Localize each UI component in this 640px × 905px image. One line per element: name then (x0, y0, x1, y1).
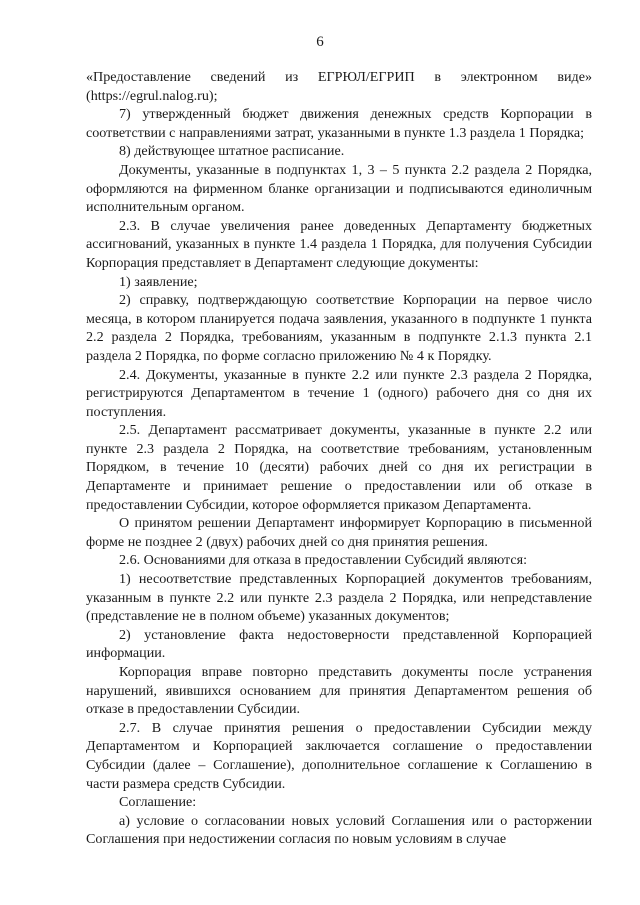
clause-2-6-item-2: 2) установление факта недостоверности представленной Корпорацией информации. (86, 626, 592, 662)
clause-2-5: 2.5. Департамент рассматривает документы, указанные в пункте 2.2 или пункте 2.3 раздела 2 Порядка, на соответствие требованиям, установленным Порядком, в течение 10 (десяти) рабочих дней со дня их регистрации в Департаменте и принимает решение о предоставлении или об отказе в предоставлении Субсидии, которое оформляется приказом Департамента. (86, 422, 592, 513)
paragraph-egrul-source: «Предоставление сведений из ЕГРЮЛ/ЕГРИП в электронном виде» (https://egrul.nalog.ru); (86, 69, 592, 104)
paragraph-resubmission: Корпорация вправе повторно представить документы после устранения нарушений, явившихся основанием для принятия Департаментом решения об отказе в предоставлении Субсидии. (86, 664, 592, 718)
clause-2-4: 2.4. Документы, указанные в пункте 2.2 или пункте 2.3 раздела 2 Порядка, регистрируются Департаментом в течение 1 (одного) рабочего дня со дня их поступления. (86, 366, 592, 420)
clause-2-7: 2.7. В случае принятия решения о предоставлении Субсидии между Департаментом и Корпорацией заключается соглашение о предоставлении Субсидии (далее – Соглашение), дополнительное соглашение к Соглашению в части размера средств Субсидии. (86, 719, 592, 792)
list-item-8-staff-schedule: 8) действующее штатное расписание. (119, 143, 345, 160)
paragraph-letterhead-requirement: Документы, указанные в подпунктах 1, 3 – 5 пункта 2.2 раздела 2 Порядка, оформляются на фирменном бланке организации и подписываются единоличным исполнительным органом. (86, 161, 592, 216)
paragraph-agreement-heading: Соглашение: (119, 794, 197, 811)
clause-2-6: 2.6. Основаниями для отказа в предоставлении Субсидий являются: (119, 552, 528, 569)
clause-2-3-item-2: 2) справку, подтверждающую соответствие Корпорации на первое число месяца, в котором планируется подача заявления, указанного в подпункте 1 пункта 2.2 раздела 2 Порядка, требованиям, указанным в подпункте 2.1.3 пункта 2.1 раздела 2 Порядка, по форме согласно приложению № 4 к Порядку. (86, 292, 592, 364)
paragraph-decision-notice: О принятом решении Департамент информирует Корпорацию в письменной форме не позднее 2 (двух) рабочих дней со дня принятия решения. (86, 515, 592, 550)
clause-2-3: 2.3. В случае увеличения ранее доведенных Департаменту бюджетных ассигнований, указанных в пункте 1.4 раздела 1 Порядка, для получения Субсидии Корпорация представляет в Департамент следующие документы: (86, 217, 592, 271)
list-item-7-budget: 7) утвержденный бюджет движения денежных средств Корпорации в соответствии с направлениями затрат, указанными в пункте 1.3 раздела 1 Порядка; (86, 106, 592, 141)
page-number: 6 (316, 34, 324, 50)
clause-2-3-item-1: 1) заявление; (119, 273, 198, 290)
document-body (86, 68, 592, 849)
agreement-item-a: а) условие о согласовании новых условий Соглашения или о расторжении Соглашения при недостижении согласия по новым условиям в случае (86, 812, 592, 848)
clause-2-6-item-1: 1) несоответствие представленных Корпорацией документов требованиям, указанным в пункте 2.2 или пункте 2.3 раздела 2 Порядка, или непредставление (представление не в полном объеме) указанных документов; (86, 571, 592, 625)
